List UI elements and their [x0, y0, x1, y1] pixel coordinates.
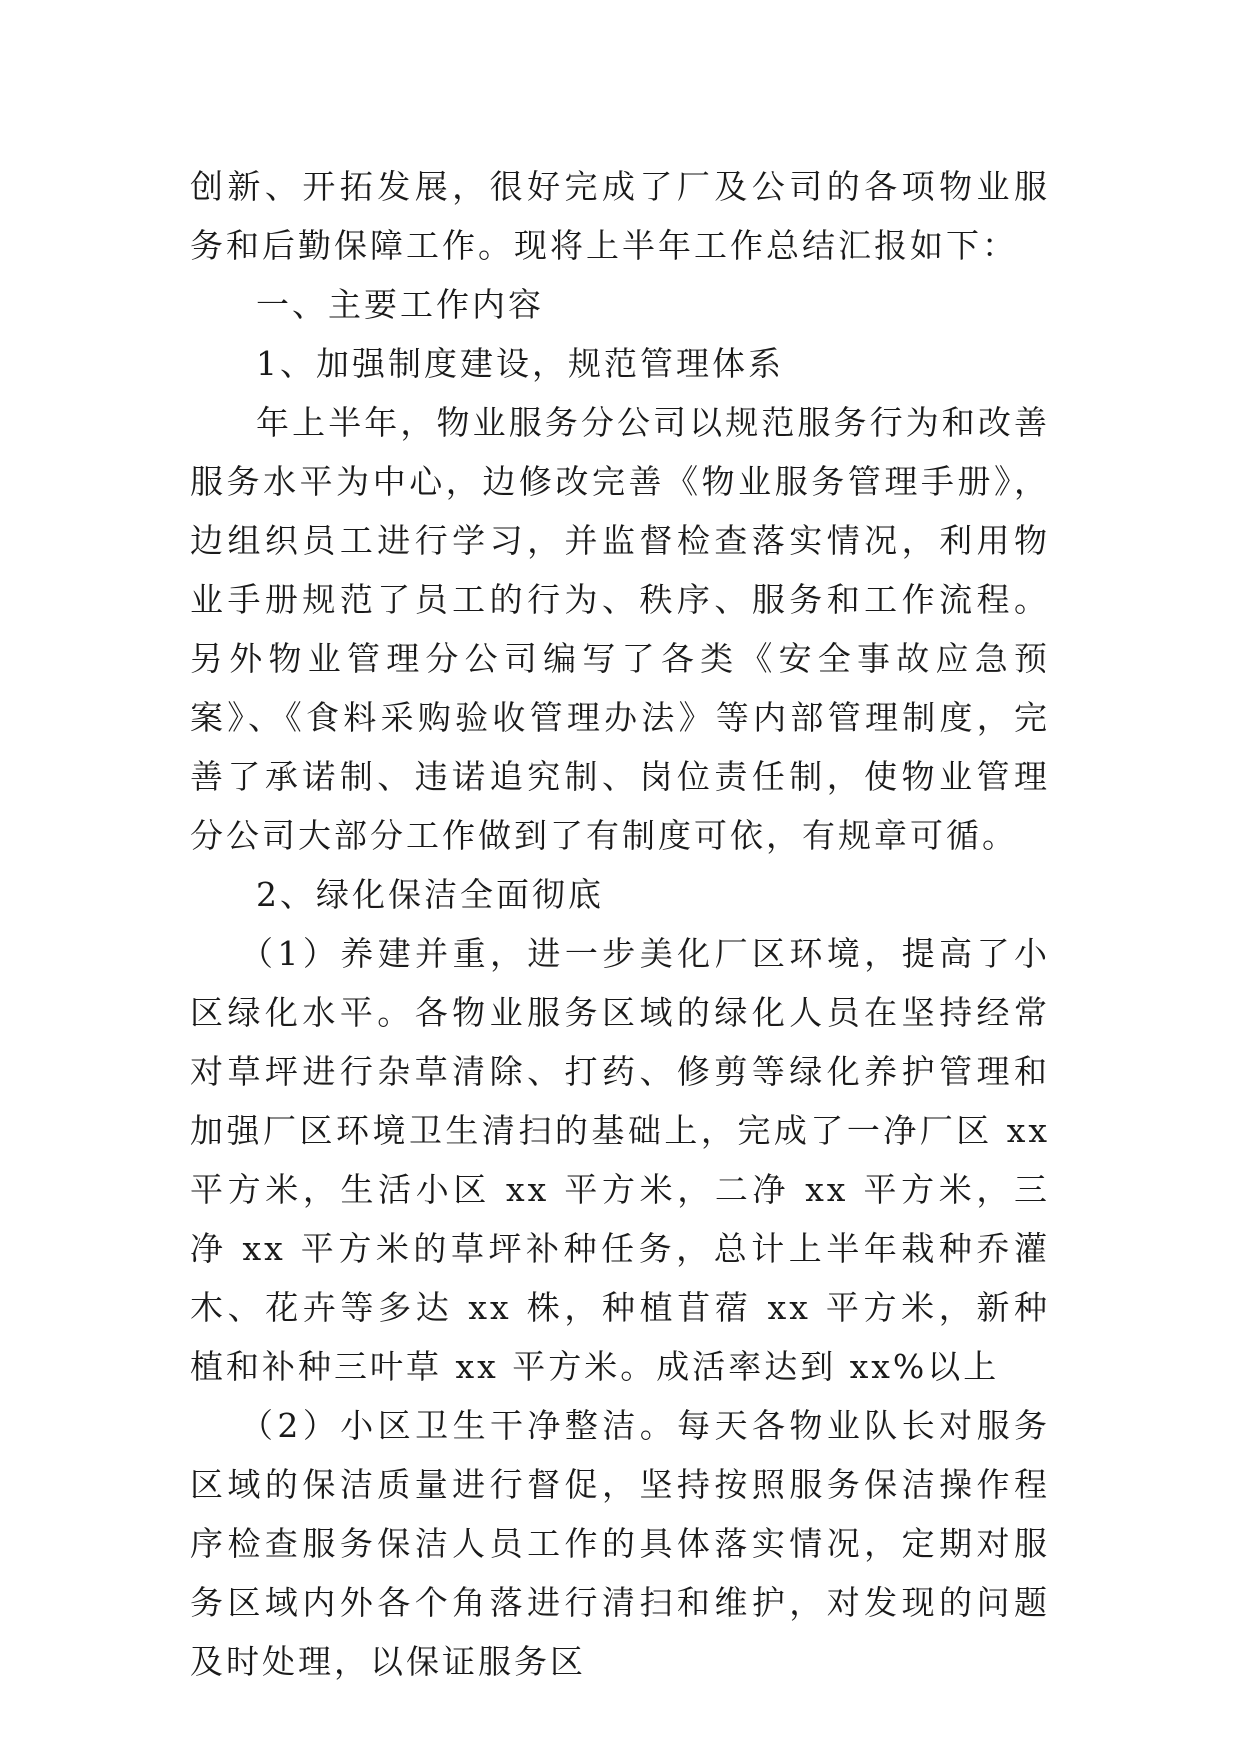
paragraph-intro: 创新、开拓发展，很好完成了厂及公司的各项物业服务和后勤保障工作。现将上半年工作总结汇报如下： — [190, 167, 1050, 265]
paragraph-greening: （1）养建并重，进一步美化厂区环境，提高了小区绿化水平。各物业服务区域的绿化人员在坚持经常对草坪进行杂草清除、打药、修剪等绿化养护管理和加强厂区环境卫生清扫的基础上，完成了一净厂区 xx 平方米，生活小区 xx 平方米，二净 xx 平方米，三净 xx 平方米的草坪补种任务，总计上半年栽种乔灌木、花卉等多达 xx 株，种植苜蓿 xx 平方米，新种植和补种三叶草 xx 平方米。成活率达到 xx%以上 — [190, 934, 1050, 1386]
paragraph-system-building: 年上半年，物业服务分公司以规范服务行为和改善服务水平为中心，边修改完善《物业服务管理手册》，边组织员工进行学习，并监督检查落实情况，利用物业手册规范了员工的行为、秩序、服务和工作流程。另外物业管理分公司编写了各类《安全事故应急预案》、《食料采购验收管理办法》等内部管理制度，完善了承诺制、违诺追究制、岗位责任制，使物业管理分公司大部分工作做到了有制度可依，有规章可循。 — [190, 403, 1050, 855]
subsection-heading-system-building: 1、加强制度建设，规范管理体系 — [256, 344, 784, 383]
subsection-heading-greening-cleaning: 2、绿化保洁全面彻底 — [256, 875, 604, 914]
document-body — [190, 157, 1050, 1691]
paragraph-cleaning: （2）小区卫生干净整洁。每天各物业队长对服务区域的保洁质量进行督促，坚持按照服务保洁操作程序检查服务保洁人员工作的具体落实情况，定期对服务区域内外各个角落进行清扫和维护，对发现的问题及时处理，以保证服务区 — [190, 1406, 1050, 1681]
section-heading-main-work: 一、主要工作内容 — [256, 285, 544, 324]
